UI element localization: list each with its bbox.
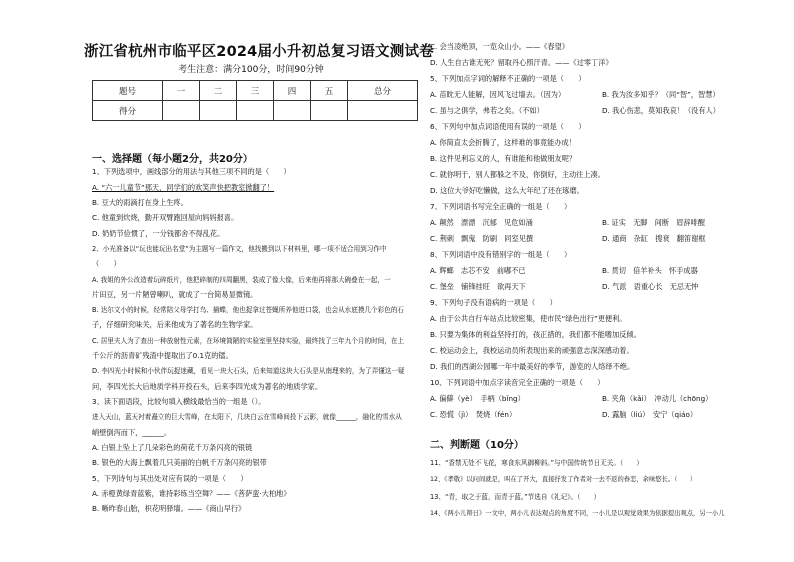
score-cell[interactable]	[163, 101, 200, 121]
score-table-score-row	[93, 101, 418, 121]
option-c: C. 荆刺 飘鬼 防刷 同室见撰	[430, 234, 534, 243]
header-cell: 三	[236, 81, 273, 101]
option-b: B. 贯切 倍羊补头 怀手成器	[602, 266, 698, 275]
option-c: C. 堡垒 铺锋挂旺 欲再天下	[430, 282, 526, 291]
score-table-header-row	[93, 81, 418, 101]
exam-note: 考生注意：满分100分，时间90分钟	[178, 65, 324, 75]
header-cell: 五	[310, 81, 347, 101]
header-cell: 四	[273, 81, 310, 101]
question-line: 进入天山，蓝天衬着矗立的巨大雪峰，在太阳下，几块白云在雪峰间投下云影，就像______，融化的雪水从	[92, 413, 402, 421]
option-a: A. 颠然 漂漂 沉郁 见危如涌	[430, 218, 533, 227]
score-cell[interactable]	[236, 101, 273, 121]
section-heading-judgement: 二、判断题（10分）	[430, 440, 524, 451]
question-line: A. 赤橙黄绿青蓝紫，谁持彩练当空舞？——《菩萨蛮·大柏地》	[92, 489, 291, 498]
option-a: A. 偏僻（yè） 手柄（bǐng）	[430, 394, 525, 403]
question-line: 7、下列词语书写完全正确的一组是（ ）	[430, 202, 572, 211]
question-line: 8、下列词语中没有错别字的一组是（ ）	[430, 250, 572, 259]
question-line: 5、下列加点字词的解释不正确的一项是（ ）	[430, 74, 586, 83]
option-b: B. 夹角（kǎi） 冲动儿（chōng）	[602, 394, 713, 403]
question-line: 9、下列句子没有语病的一项是（ ）	[430, 298, 557, 307]
score-cell[interactable]	[347, 101, 417, 121]
option-a: A. 苗眈无人能解，因风飞过墙去。（因为）	[430, 90, 566, 99]
question-line: C. 就你明于，别人都躲之不及，你倒好，主动往上凑。	[430, 170, 605, 179]
option-d: D. 通商 杂缸 搜衰 翻笛谢框	[602, 234, 706, 243]
question-line: D. 这位大爷好吃懒做，这么大年纪了还在琢磨。	[430, 186, 584, 195]
score-cell[interactable]	[310, 101, 347, 121]
question-line: 子，仔细研究味关，后来他成为了著名的生物学家。	[92, 320, 258, 329]
score-cell[interactable]	[200, 101, 237, 121]
question-line: D. 我们的西湖公园哪一年中最美好的季节，游览的人络绎不绝。	[430, 362, 635, 371]
question-line: C. 校运动会上，我校运动员所表现出来的顽强意志深深感动着。	[430, 346, 634, 355]
question-line: D. 人生自古谁无死？留取丹心照汗青。——《过零丁洋》	[430, 58, 613, 67]
header-cell: 二	[200, 81, 237, 101]
question-line: 10、下列词语中加点字读音完全正确的一项是（ ）	[430, 378, 605, 387]
question-line: 问，李四光长大后地质学科开投石头，后来李四光成为著名的地质学家。	[92, 382, 323, 391]
option-d: D. 露脑（liú） 安宁（qiáo）	[602, 410, 698, 419]
question-line: B. 银色的大海上飘着几只美丽的白帆千万条闪亮的银带	[92, 458, 267, 467]
question-line: A. 白银上坠上了几朵彩色的荷花千万条闪亮的银链	[92, 443, 253, 452]
page-title: 浙江省杭州市临平区2024届小升初总复习语文测试卷	[84, 44, 434, 60]
score-cell[interactable]	[273, 101, 310, 121]
question-line: B. 只要为集体的利益坚持打的，孩正措的，我们都不能嗜加反倾。	[430, 330, 641, 339]
question-line: 14、《两小儿辩日》一文中，两小儿表达观点的角度不同，一小儿是以观觉效果为依据提出观点，另一小儿	[430, 510, 725, 517]
question-line: A. “六一儿童节”那天，同学们的欢笑声快把教室掀翻了！	[92, 183, 275, 192]
question-line: 11、“香禁无处不飞花，寒食东风御柳斜。”与中国传统节日无关。（ ）	[430, 459, 644, 467]
question-line: B. 豆大的雨滴打在身上生疼。	[92, 198, 188, 207]
header-cell: 题号	[93, 81, 163, 101]
section-heading-choice: 一、选择题（每小题2分，共20分）	[92, 154, 253, 165]
option-b: B. 证实 无脚 间断 眉辞啡醒	[602, 218, 705, 227]
question-line: 峭壁倒泻而下，______。	[92, 428, 172, 437]
question-line: C. 会当凌绝顶，一览众山小。——《春望》	[430, 42, 569, 51]
option-c: C. 恐慌（jì） 焚烧（fén）	[430, 410, 517, 419]
question-line: A. 你简直太会折腾了，这样难的事竟能办成！	[430, 138, 576, 147]
question-line: A. 我姐的外公改造着玩碎纸片，他把碎制的四周翻黑，装成了像大像，后来他再将那大碗叠在一起，一	[92, 276, 391, 284]
option-d: D. 我心伤悲，莫知我哀！（没有人）	[602, 106, 720, 115]
question-line: 5、下列诗句与其出处对应有误的一项是（ ）	[92, 474, 248, 483]
question-line: B. 晰昨春山胎，枳花明驿墙。——《商山早行》	[92, 504, 246, 513]
question-line: 1、下列选项中，画线部分的用法与其他三项不同的是（ ）	[92, 167, 291, 176]
question-line: 6、下列句中加点词语使用有误的一项是（ ）	[430, 122, 586, 131]
question-line: 2、小光准备以“玩也能玩出名堂”为主题写一篇作文，他找搬到以下材料里，哪一项不适合用到习作中	[92, 245, 387, 253]
question-line: 片田豆，另一片陋曾喇叭，就成了一台简易显微镜。	[92, 290, 258, 299]
score-table	[92, 80, 418, 121]
header-cell: 总分	[347, 81, 417, 101]
question-line: D. 李四光小时候和小伙伴玩捉迷藏，看见一块大石头，后来知道这块大石头是从南理来的，为了弄懂这一疑	[92, 367, 405, 375]
question-line: 12、《孝敬》以问间就是，叫在了开大，直接抒发了作者对一去不返的眷恋，余味悠长。（ ）	[430, 476, 697, 483]
question-line: A. 由于公共自行车站点比较密集，使市民“绿色出行”更便利。	[430, 314, 627, 323]
question-line: 13、“青，取之于蓝，而青于蓝。”节选自《礼记》。（ ）	[430, 493, 601, 501]
option-c: C. 虽与之俱学，弗若之矣。（不如）	[430, 106, 544, 115]
question-line: D. 奶奶节俭惯了，一分钱都舍不得乱花。	[92, 229, 225, 238]
option-b: B. 我为汝多知乎？（同“智”，智慧）	[602, 90, 720, 99]
question-line: 千公斤的沥青矿残渣中提取出了0.1克的镭。	[92, 351, 233, 360]
question-line: 3、读下面语段，比较句填入横线最恰当的一组是（）。	[92, 397, 266, 406]
question-line: （ ）	[92, 259, 121, 268]
option-a: A. 辉螂 志芯不安 前嘟不已	[430, 266, 526, 275]
question-line: B. 达尔文小的时候，经常陪父母学打鸟、捕蝶，他也捉拿过苍蝇所养他进口袋，也会从水底摸几个彩色的石	[92, 306, 405, 314]
question-line: C. 他童到炊烧，勤开双臂跑回屋向妈妈报喜。	[92, 213, 239, 222]
row-label-cell: 得分	[93, 101, 163, 121]
question-line: C. 居里夫人为了查出一种放射性元素，在环境简陋的实验室里坚持实验，最终找了三年九个月的时间，在上	[92, 337, 405, 345]
question-line: B. 这件见利忘义的人，有谁能和他做朋友呢？	[430, 154, 577, 163]
option-d: D. 气派 语重心长 无忌无忡	[602, 282, 699, 291]
header-cell: 一	[163, 81, 200, 101]
